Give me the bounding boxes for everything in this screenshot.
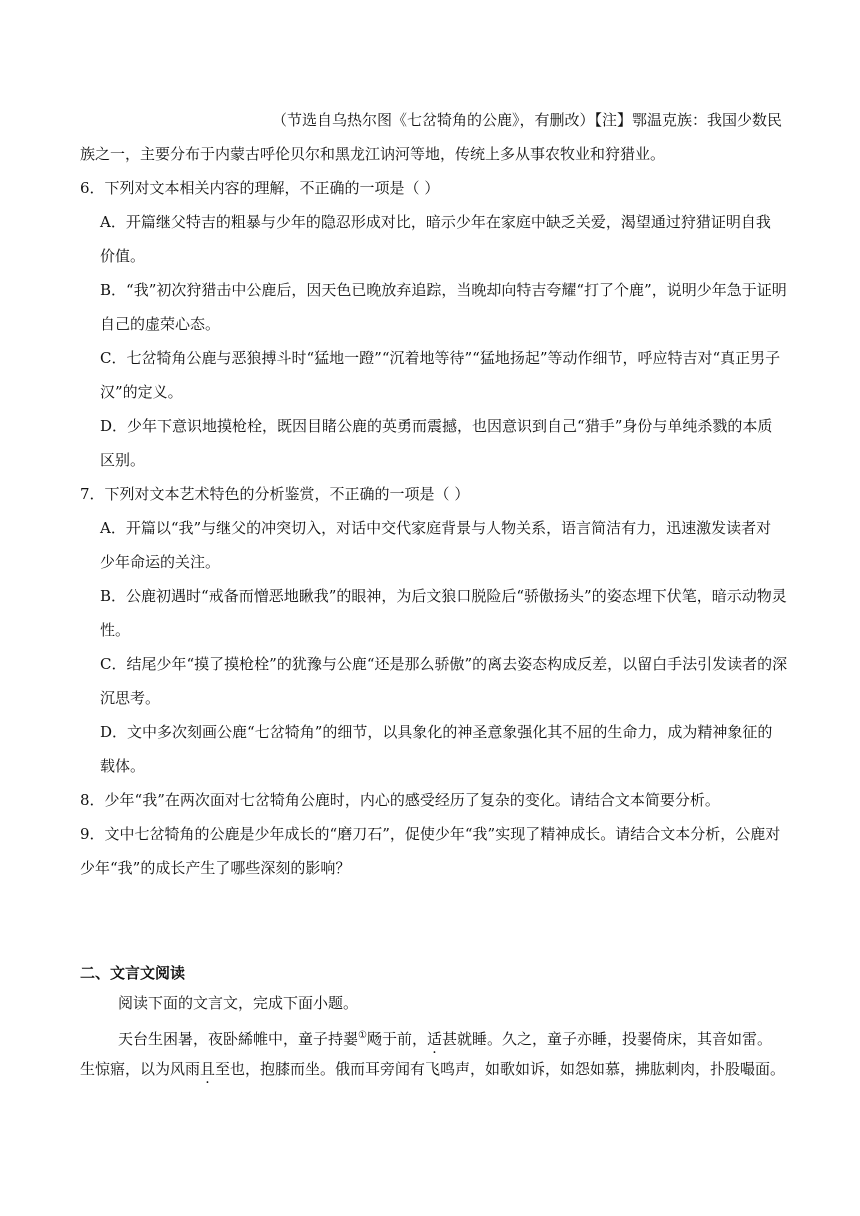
q7-option-c-line-1: C．结尾少年“摸了摸枪栓”的犹豫与公鹿“还是那么骄傲”的离去姿态构成反差，以留白手法引发读者的深 <box>100 655 788 673</box>
classical-text-segment: 生惊寤，以为风雨 <box>80 1060 201 1078</box>
question-9-line-1: 9．文中七岔犄角的公鹿是少年成长的“磨刀石”，促使少年“我”实现了精神成长。请结合文本分析，公鹿对 <box>80 825 781 843</box>
classical-text-line-1 <box>118 1025 772 1050</box>
q6-option-a-line-1: A．开篇继父特吉的粗暴与少年的隐忍形成对比，暗示少年在家庭中缺乏关爱，渴望通过狩猎证明自我 <box>100 213 771 231</box>
classical-text-line-2 <box>80 1058 785 1080</box>
source-note-line-1: （节选自乌热尔图《七岔犄角的公鹿》，有删改）【注】鄂温克族：我国少数民 <box>272 111 783 129</box>
emphasized-character: 且 <box>200 1060 216 1078</box>
q6-option-b-line-1: B．“我”初次狩猎击中公鹿后，因天色已晚放弃追踪，当晚却向特吉夸耀“打了个鹿”，说明少年急于证明 <box>100 281 787 299</box>
classical-text-segment: 至也，抱膝而坐。俄而耳旁闻有飞鸣声，如歌如诉，如怨如慕，拂肱刺肉，扑股嘬面。 <box>215 1060 786 1078</box>
question-8: 8．少年“我”在两次面对七岔犄角公鹿时，内心的感受经历了复杂的变化。请结合文本简要分析。 <box>80 791 720 809</box>
q7-option-a-line-2: 少年命运的关注。 <box>100 553 221 571</box>
question-9-line-2: 少年“我”的成长产生了哪些深刻的影响？ <box>80 859 351 877</box>
section-instruction: 阅读下面的文言文，完成下面小题。 <box>118 994 359 1012</box>
q6-option-a-line-2: 价值。 <box>100 247 146 265</box>
classical-text-segment: 甚就睡。久之，童子亦睡，投翣倚床，其音如雷。 <box>442 1030 773 1048</box>
q7-option-a-line-1: A．开篇以“我”与继父的冲突切入，对话中交代家庭背景与人物关系，语言简洁有力，迅速激发读者对 <box>100 519 772 537</box>
q7-option-c-line-2: 沉思考。 <box>100 689 161 707</box>
question-6-stem: 6．下列对文本相关内容的理解，不正确的一项是（ ） <box>80 179 440 197</box>
q6-option-c-line-2: 汉”的定义。 <box>100 383 183 401</box>
source-note-line-2: 族之一，主要分布于内蒙古呼伦贝尔和黑龙江讷河等地，传统上多从事农牧业和狩猎业。 <box>80 145 666 163</box>
q7-option-d-line-2: 载体。 <box>100 757 146 775</box>
q6-option-c-line-1: C．七岔犄角公鹿与恶狼搏斗时“猛地一蹬”“沉着地等待”“猛地扬起”等动作细节，呼应特吉对“真正男子 <box>100 349 781 367</box>
q6-option-b-line-2: 自己的虚荣心态。 <box>100 315 221 333</box>
question-7-stem: 7．下列对文本艺术特色的分析鉴赏，不正确的一项是（ ） <box>80 485 470 503</box>
footnote-marker: ① <box>358 1030 367 1041</box>
section-heading: 二、文言文阅读 <box>80 964 186 982</box>
q6-option-d-line-2: 区别。 <box>100 451 146 469</box>
q6-option-d-line-1: D．少年下意识地摸枪栓，既因目睹公鹿的英勇而震撼，也因意识到自己“猎手”身份与单纯杀戮的本质 <box>100 417 773 435</box>
q7-option-d-line-1: D．文中多次刻画公鹿“七岔犄角”的细节，以具象化的神圣意象强化其不屈的生命力，成为精神象征的 <box>100 723 773 741</box>
q7-option-b-line-1: B．公鹿初遇时“戒备而憎恶地瞅我”的眼神，为后文狼口脱险后“骄傲扬头”的姿态埋下伏笔，暗示动物灵 <box>100 587 787 605</box>
q7-option-b-line-2: 性。 <box>100 621 131 639</box>
emphasized-character: 适 <box>427 1030 443 1048</box>
classical-text-segment: 天台生困暑，夜卧絺帷中，童子持翣 <box>118 1030 359 1048</box>
classical-text-segment: 飏于前， <box>366 1030 427 1048</box>
